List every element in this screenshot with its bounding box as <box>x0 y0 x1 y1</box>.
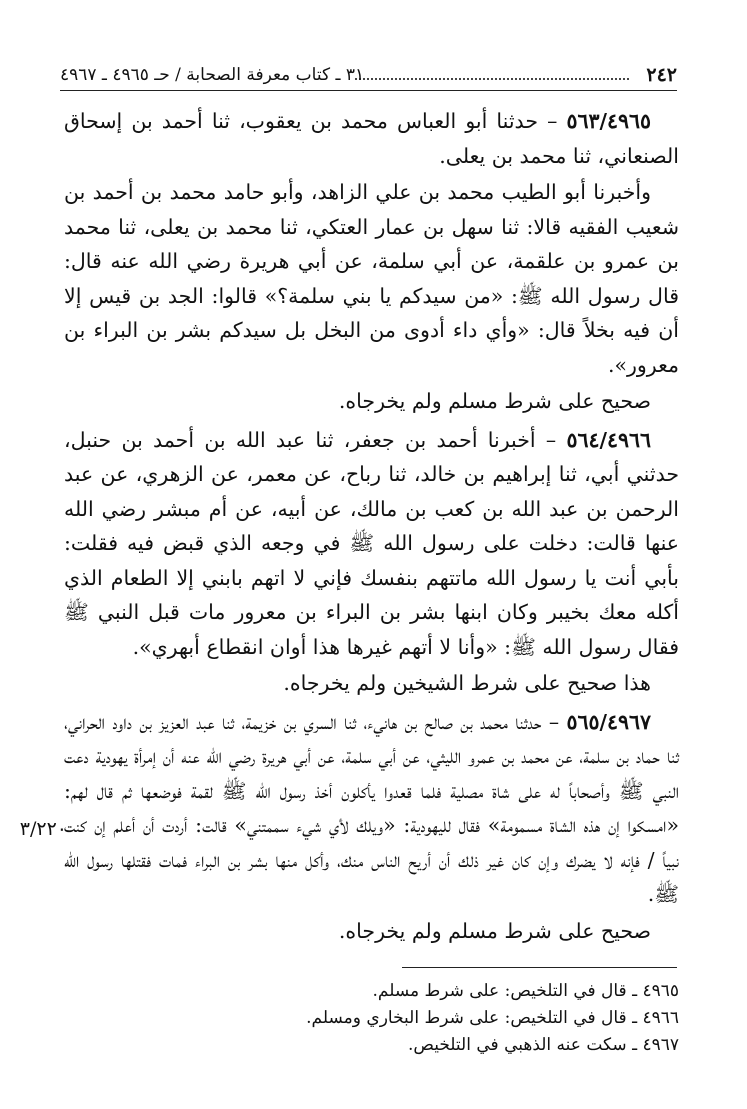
footnote-4967: ٤٩٦٧ ـ سكت عنه الذهبي في التلخيص. <box>407 1035 679 1055</box>
verdict-4966: هذا صحيح على شرط الشيخين ولم يخرجاه. <box>283 671 651 695</box>
hadith-number: ٥٦٤/٤٩٦٦ <box>566 427 651 452</box>
footnote-4965: ٤٩٦٥ ـ قال في التلخيص: على شرط مسلم. <box>372 981 679 1001</box>
footnote-4966: ٤٩٦٦ ـ قال في التلخيص: على شرط البخاري ومسلم. <box>306 1008 679 1028</box>
footnote-divider <box>402 967 677 968</box>
hadith-number: ٥٦٥/٤٩٦٧ <box>566 709 651 734</box>
verdict-4967: صحيح على شرط مسلم ولم يخرجاه. <box>338 918 651 943</box>
footnotes <box>64 978 679 1059</box>
hadith-4965 <box>64 104 679 173</box>
hadith-4966 <box>64 423 679 665</box>
page-header <box>60 60 677 91</box>
hadith-4967 <box>64 705 679 912</box>
hadith-text: – حدثنا محمد بن صالح بن هانيء، ثنا السري بن خزيمة، ثنا عبد العزيز بن داود الحراني، ثنا حماد بن سلمة، عن محمد بن عمرو الليثي، عن أبي سلمة، عن أبي هريرة رضي الله عنه أن إمرأة يهودية دعت النبي ﷺ وأصحاباً له على شاة مصلية فلما قعدوا يأكلون أخذ رسول الله ﷺ لقمة فوضعها ثم قال لهم: «امسكوا إن هذه الشاة مسمومة» فقال لليهودية: «ويلك لأي شيء سممتني» قالت: أردت أن أعلم إن كنت نبياً / فإنه لا يضرك وإن كان غير ذلك أن أريح الناس منك، وأكل منها بشر بن البراء فمات فقتلها رسول الله ﷺ. <box>64 709 679 906</box>
hadith-text: – حدثنا أبو العباس محمد بن يعقوب، ثنا أحمد بن إسحاق الصنعاني، ثنا محمد بن يعلى. <box>64 109 679 168</box>
verdict-4965: صحيح على شرط مسلم ولم يخرجاه. <box>338 389 651 413</box>
hadith-text: – أخبرنا أحمد بن جعفر، ثنا عبد الله بن أحمد بن حنبل، حدثني أبي، ثنا إبراهيم بن خالد، ثنا رباح، عن معمر، عن الزهري، عن عبد الرحمن بن عبد الله بن كعب بن مالك، عن أبيه، عن أم مبشر رضي الله عنها قالت: دخلت على رسول الله ﷺ في وجعه الذي قبض فيه فقلت: بأبي أنت يا رسول الله ماتتهم بنفسك فإني لا اتهم بابني إلا الطعام الذي أكله معك بخيبر وكان ابنها بشر بن البراء بن معرور مات قبل النبي ﷺ فقال رسول الله ﷺ: «وأنا لا أتهم غيرها هذا أوان انقطاع أبهري». <box>64 427 679 659</box>
page-number: ٢٤٢ <box>646 64 677 86</box>
margin-volume-page-ref: ٣/٢٢٠ <box>19 818 67 840</box>
hadith-4965-second-chain: وأخبرنا أبو الطيب محمد بن علي الزاهد، وأبو حامد محمد بن أحمد بن شعيب الفقيه قالا: ثنا سهل بن عمار العتكي، ثنا محمد بن يعلى، ثنا محمد بن عمرو بن علقمة، عن أبي سلمة، عن أبي هريرة رضي الله عنه قال: قال رسول الله ﷺ: «من سيدكم يا بني سلمة؟» قالوا: الجد بن قيس إلا أن فيه بخلاً قال: «وأي داء أدوى من البخل بل سيدكم بشر بن البراء بن معرور». <box>64 180 679 377</box>
hadith-number: ٥٦٣/٤٩٦٥ <box>566 109 651 133</box>
running-title: ٣١ ـ كتاب معرفة الصحابة / حـ ٤٩٦٥ ـ ٤٩٦٧ <box>60 65 365 85</box>
page-body <box>64 104 679 952</box>
header-leader-dots <box>355 78 629 80</box>
